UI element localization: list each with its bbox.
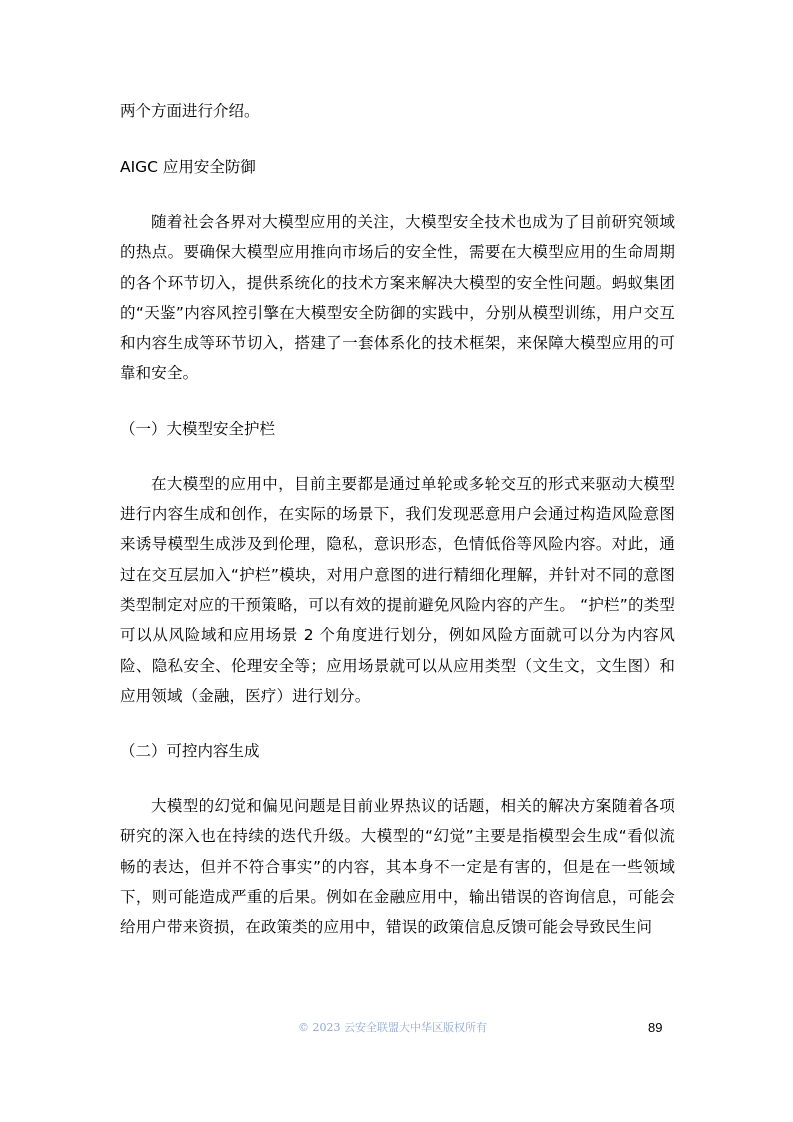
subsection-title-controllable-generation: （二）可控内容生成 [120,742,260,761]
intro-line: 两个方面进行介绍。 [120,102,260,120]
section-title: AIGC 应用安全防御 [120,158,256,176]
page-content [120,96,675,943]
footer-copyright: © 2023 云安全联盟大中华区版权所有 [298,1021,487,1034]
subsection-paragraph-controllable-generation: 大模型的幻觉和偏见问题是目前业界热议的话题，相关的解决方案随着各项研究的深入也在持续的迭代升级。大模型的“幻觉”主要是指模型会生成“看似流畅的表达，但并不符合事实”的内容，其本身不一定是有害的，但是在一些领域下，则可能造成严重的后果。例如在金融应用中，输出错误的咨询信息，可能会给用户带来资损，在政策类的应用中，错误的政策信息反馈可能会导致民生问 [120,797,675,937]
section-paragraph: 随着社会各界对大模型应用的关注，大模型安全技术也成为了目前研究领域的热点。要确保大模型应用推向市场后的安全性，需要在大模型应用的生命周期的各个环节切入，提供系统化的技术方案来解决大模型的安全性问题。蚂蚁集团的“天鉴”内容风控引擎在大模型安全防御的实践中，分别从模型训练，用户交互和内容生成等环节切入，搭建了一套体系化的技术框架，来保障大模型应用的可靠和安全。 [120,213,675,383]
subsection-paragraph-guardrail: 在大模型的应用中，目前主要都是通过单轮或多轮交互的形式来驱动大模型进行内容生成和创作，在实际的场景下，我们发现恶意用户会通过构造风险意图来诱导模型生成涉及到伦理，隐私，意识形态，色情低俗等风险内容。对此，通过在交互层加入“护栏”模块，对用户意图的进行精细化理解，并针对不同的意图类型制定对应的干预策略，可以有效的提前避免风险内容的产生。 “护栏”的类型可以从风险域和应用场景 2 个角度进行划分，例如风险方面就可以分为内容风险、隐私安全、伦理安全等；应用场景就可以从应用类型（文生文，文生图）和应用领域（金融，医疗）进行划分。 [120,474,675,705]
page-footer [0,1020,793,1040]
subsection-title-guardrail: （一）大模型安全护栏 [120,419,276,438]
page-number: 89 [648,1020,663,1035]
